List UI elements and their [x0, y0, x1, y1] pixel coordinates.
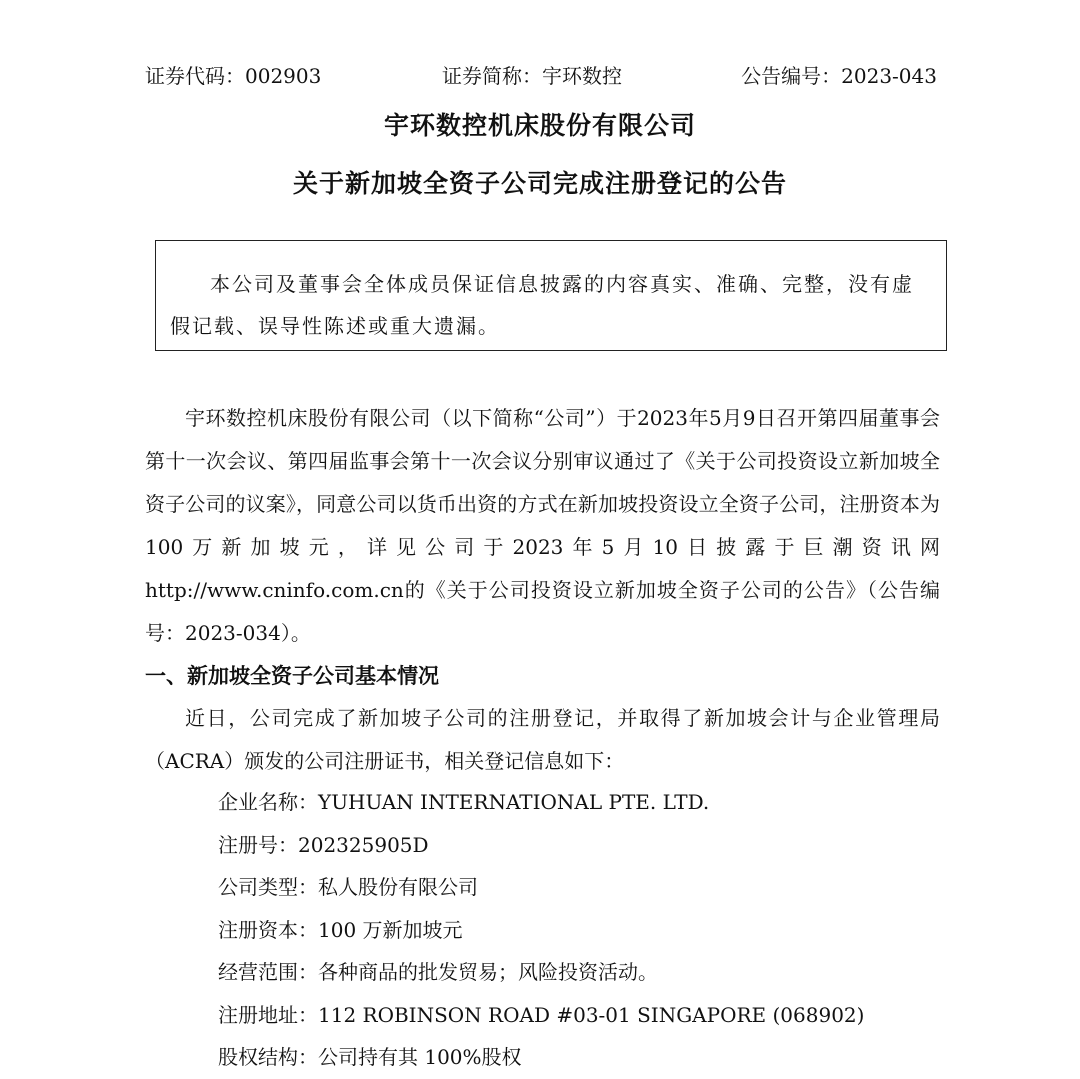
- disclosure-notice-text: 本公司及董事会全体成员保证信息披露的内容真实、准确、完整，没有虚假记载、误导性陈述或重大遗漏。: [170, 272, 914, 338]
- info-value: 112 ROBINSON ROAD #03-01 SINGAPORE (068902): [318, 1002, 865, 1027]
- info-label: 注册号：: [218, 832, 298, 857]
- section-intro-paragraph: 近日，公司完成了新加坡子公司的注册登记，并取得了新加坡会计与企业管理局（ACRA）颁发的公司注册证书，相关登记信息如下：: [145, 706, 940, 773]
- document-header: [145, 60, 937, 92]
- stock-abbreviation: 证券简称：宇环数控: [442, 64, 622, 88]
- info-value: 100 万新加坡元: [318, 917, 463, 942]
- stock-code: 证券代码：002903: [145, 64, 322, 88]
- announcement-title: 关于新加坡全资子公司完成注册登记的公告: [292, 169, 787, 198]
- info-item-registered-address: [218, 994, 938, 1037]
- background-paragraph-block: [145, 397, 940, 655]
- info-value: YUHUAN INTERNATIONAL PTE. LTD.: [318, 790, 710, 814]
- registration-info-list: [218, 781, 938, 1079]
- disclosure-notice-box: [155, 240, 947, 351]
- info-label: 注册地址：: [218, 1002, 318, 1027]
- info-value: 202325905D: [298, 832, 429, 857]
- info-item-equity-structure: [218, 1036, 938, 1079]
- info-value: 公司持有其 100%股权: [318, 1045, 522, 1069]
- company-title: 宇环数控机床股份有限公司: [383, 111, 696, 140]
- info-item-registration-no: [218, 824, 938, 867]
- info-item-company-type: [218, 866, 938, 909]
- info-label: 公司类型：: [218, 875, 318, 899]
- info-item-company-name: [218, 781, 938, 824]
- info-item-registered-capital: [218, 909, 938, 952]
- section-heading: 一、新加坡全资子公司基本情况: [145, 664, 439, 688]
- info-label: 企业名称：: [218, 790, 318, 814]
- info-label: 经营范围：: [218, 960, 318, 984]
- info-label: 注册资本：: [218, 917, 318, 942]
- info-item-business-scope: [218, 951, 938, 994]
- section-intro-block: [145, 697, 940, 783]
- info-value: 各种商品的批发贸易；风险投资活动。: [318, 960, 658, 984]
- info-value: 私人股份有限公司: [318, 875, 478, 899]
- announcement-number: 公告编号：2023-043: [741, 64, 937, 88]
- info-label: 股权结构：: [218, 1045, 318, 1069]
- background-paragraph: 宇环数控机床股份有限公司（以下简称“公司”）于2023年5月9日召开第四届董事会第十一次会议、第四届监事会第十一次会议分别审议通过了《关于公司投资设立新加坡全资子公司的议案》，同意公司以货币出资的方式在新加坡投资设立全资子公司，注册资本为100万新加坡元，详见公司于2023年5月10日披露于巨潮资讯网http://www.cninfo.com.cn的《关于公司投资设立新加坡全资子公司的公告》（公告编号：2023-034）。: [145, 406, 940, 645]
